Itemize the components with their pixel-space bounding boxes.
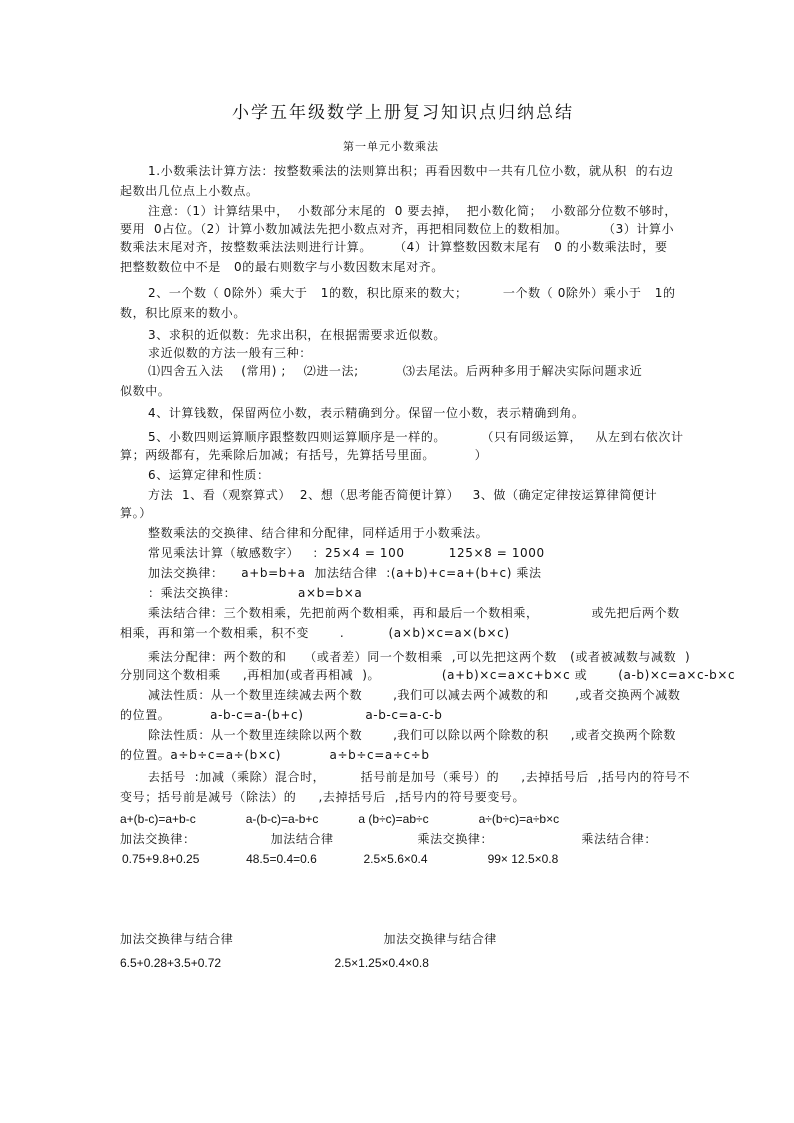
paragraph-line: 算；两级都有，先乘除后加减；有括号，先算括号里面。 ） (120, 448, 488, 462)
paragraph-line: 6、运算定律和性质： (148, 468, 270, 482)
formula-line: a+(b-c)=a+b-c a-(b-c)=a-b+c a (b÷c)=ab÷c a÷(b÷c)=a÷b×c (120, 812, 560, 826)
section-heading: 第一单元小数乘法 (343, 140, 439, 153)
paragraph-line: 起数出几位点上小数点。 (120, 184, 259, 198)
exercise-labels: 加法交换律： 加法结合律 乘法交换律： 乘法结合律： (120, 832, 658, 846)
exercise-labels: 加法交换律与结合律 加法交换律与结合律 (120, 932, 497, 946)
paragraph-line: 加法交换律： a+b=b+a 加法结合律 :(a+b)+c=a+(b+c) 乘法 (148, 566, 542, 580)
exercise-expressions: 6.5+0.28+3.5+0.72 2.5×1.25×0.4×0.8 (120, 956, 429, 970)
paragraph-line: 3、求积的近似数：先求出积，在根据需要求近似数。 (148, 328, 447, 342)
paragraph-line: 算。） (120, 506, 152, 520)
paragraph-line: 数，积比原来的数小。 (120, 306, 247, 320)
paragraph-line: 常见乘法计算（敏感数字） ：25×4 = 100 125×8 = 1000 (148, 546, 545, 560)
paragraph-line: 4、计算钱数，保留两位小数，表示精确到分。保留一位小数，表示精确到角。 (148, 406, 585, 420)
paragraph-line: 似数中。 (120, 384, 171, 398)
paragraph-line: 2、一个数（ 0除外）乘大于 1的数，积比原来的数大； 一个数（ 0除外）乘小于 1的 (148, 286, 676, 300)
paragraph-line: 1.小数乘法计算方法：按整数乘法的法则算出积；再看因数中一共有几位小数，就从积 的右边 (148, 164, 674, 178)
paragraph-line: 数乘法末尾对齐，按整数乘法法则进行计算。 （4）计算整数因数末尾有 0 的小数乘法时，要 (120, 240, 668, 254)
paragraph-line: 去括号 :加减（乘除）混合时， 括号前是加号（乘号）的 ,去掉括号后 ,括号内的符号不 (148, 770, 691, 784)
paragraph-line: 减法性质：从一个数里连续减去两个数 ,我们可以减去两个减数的和 ,或者交换两个减数 (148, 688, 681, 702)
paragraph-line: ：乘法交换律： a×b=b×a (148, 586, 363, 600)
paragraph-line: 的位置。a÷b÷c=a÷(b×c) a÷b÷c=a÷c÷b (120, 748, 430, 762)
paragraph-line: 变号；括号前是减号（除法）的 ,去掉括号后 ,括号内的符号要变号。 (120, 790, 526, 804)
paragraph-line: 要用 0占位。（2）计算小数加减法先把小数点对齐，再把相同数位上的数相加。 （3）计算小 (120, 222, 675, 236)
paragraph-line: 除法性质：从一个数里连续除以两个数 ,我们可以除以两个除数的积 ,或者交换两个除数 (148, 728, 677, 742)
paragraph-line: 相乘，再和第一个数相乘，积不变 . (a×b)×c=a×(b×c) (120, 626, 510, 640)
page-title: 小学五年级数学上册复习知识点归纳总结 (232, 103, 574, 123)
paragraph-line: 注意：（1）计算结果中， 小数部分末尾的 0 要去掉， 把小数化简； 小数部分位数不够时， (148, 204, 678, 218)
paragraph-line: 把整数数位中不是 0的最右则数字与小数因数末尾对齐。 (120, 260, 444, 274)
exercise-expressions: 0.75+9.8+0.25 48.5=0.4=0.6 2.5×5.6×0.4 99× 12.5×0.8 (122, 852, 559, 866)
paragraph-line: 求近似数的方法一般有三种： (148, 346, 312, 360)
paragraph-line: 整数乘法的交换律、结合律和分配律，同样适用于小数乘法。 (148, 526, 489, 540)
paragraph-line: 乘法分配律：两个数的和 （或者差）同一个数相乘 ,可以先把这两个数 (或者被减数与减数 ) (148, 650, 691, 664)
paragraph-line: ⑴四舍五入法 (常用) ; ⑵进一法; ⑶去尾法。后两种多用于解决实际问题求近 (148, 364, 643, 378)
paragraph-line: 5、小数四则运算顺序跟整数四则运算顺序是一样的。 （只有同级运算， 从左到右依次计 (148, 430, 684, 444)
paragraph-line: 乘法结合律：三个数相乘，先把前两个数相乘，再和最后一个数相乘， 或先把后两个数 (148, 606, 680, 620)
paragraph-line: 分别同这个数相乘 ,再相加(或者再相减 )。 (a+b)×c=a×c+b×c 或 (a-b)×c=a×c-b×c (120, 668, 736, 682)
paragraph-line: 方法 1、看（观察算式） 2、想（思考能否简便计算） 3、做（确定定律按运算律简便计 (148, 488, 658, 502)
paragraph-line: 的位置。 a-b-c=a-(b+c) a-b-c=a-c-b (120, 708, 443, 722)
